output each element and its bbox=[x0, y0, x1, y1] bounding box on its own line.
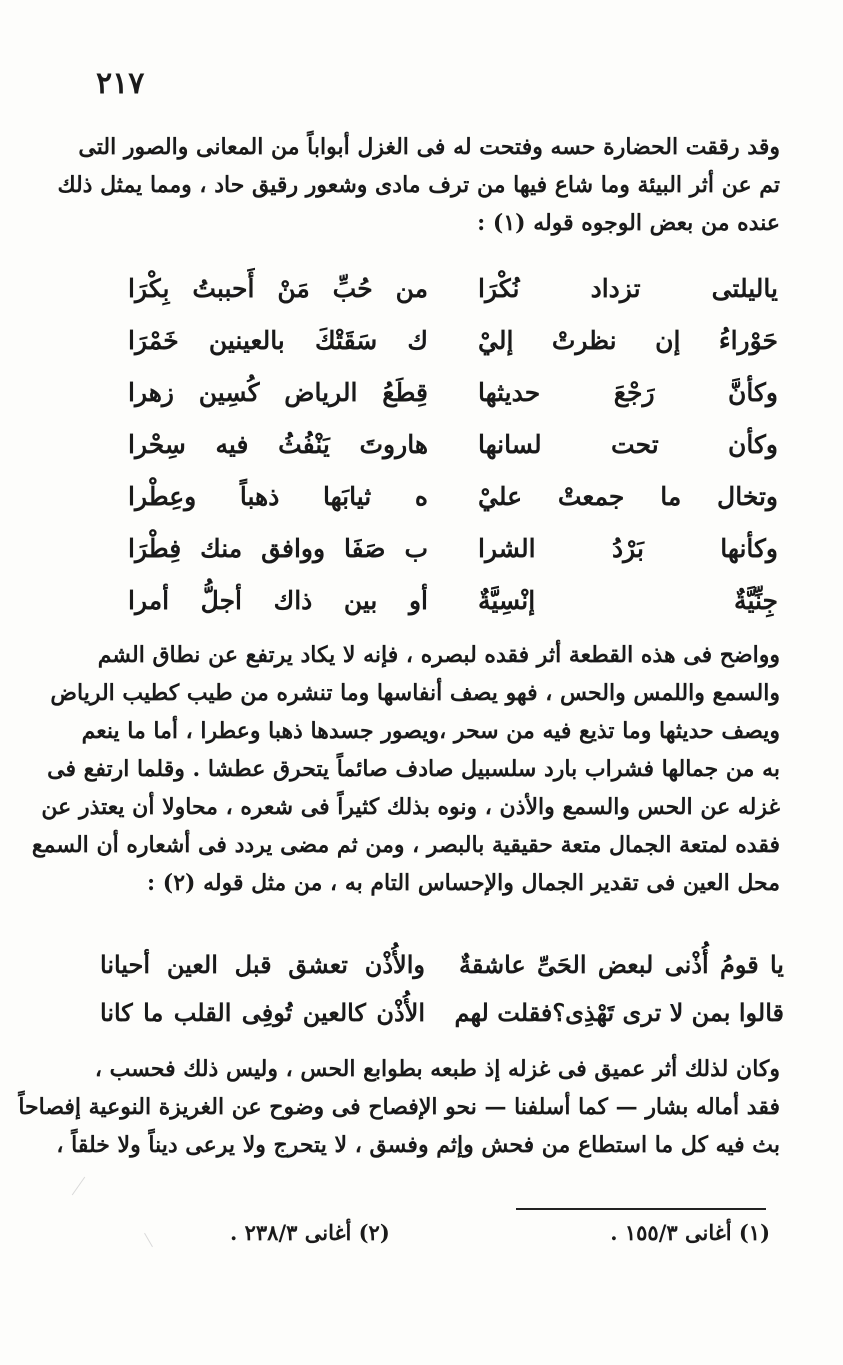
verse-second-hemistich: ك سَقَتْكَ بالعينين خَمْرَا bbox=[128, 325, 428, 355]
closing-paragraph bbox=[18, 1050, 780, 1164]
footnote-1: (١) أغانى ١٥٥/٣ . bbox=[610, 1220, 770, 1245]
text-line: عنده من بعض الوجوه قوله (١) : bbox=[477, 210, 780, 236]
text-line: والسمع واللمس والحس ، فهو يصف أنفاسها وما تنشره من طيب كطيب الرياض bbox=[50, 680, 780, 706]
verse-line bbox=[128, 262, 778, 314]
verse-second-hemistich: ب صَفَا ووافق منك فِطْرَا bbox=[128, 533, 428, 563]
verse-second-hemistich: قِطَعُ الرياض كُسِين زهرا bbox=[128, 377, 428, 407]
verse-second-hemistich: أو بين ذاك أجلُّ أمرا bbox=[128, 585, 428, 615]
text-line: به من جمالها فشراب بارد سلسبيل صادف صائماً يتحرق عطشا . وقلما ارتفع فى bbox=[47, 756, 780, 782]
text-line: وواضح فى هذه القطعة أثر فقده لبصره ، فإنه لا يكاد يرتفع عن نطاق الشم bbox=[97, 642, 780, 668]
verse-line bbox=[128, 366, 778, 418]
verse-first-hemistich: يا قومُ أُذْنى لبعض الحَىِّ عاشقةٌ bbox=[459, 949, 784, 979]
verse-line bbox=[128, 522, 778, 574]
text-line: غزله عن الحس والسمع والأذن ، ونوه بذلك كثيراً فى شعره ، محاولا أن يعتذر عن bbox=[41, 794, 780, 820]
intro-paragraph bbox=[57, 128, 780, 242]
verse-line bbox=[100, 988, 784, 1036]
verse-line bbox=[100, 940, 784, 988]
verse-first-hemistich: وكأنها بَرْدُ الشرا bbox=[478, 533, 778, 563]
verse-first-hemistich: جِنِّيَّةٌ إنْسِيَّةٌ bbox=[478, 585, 778, 615]
page-number: ٢١٧ bbox=[96, 66, 145, 101]
text-line: ويصف حديثها وما تذيع فيه من سحر ،ويصور جسدها ذهبا وعطرا ، أما ما ينعم bbox=[81, 718, 780, 744]
verse-second-hemistich: من حُبِّ مَنْ أَحببتُ بِكْرَا bbox=[128, 273, 428, 303]
verse-line bbox=[128, 470, 778, 522]
poem-first bbox=[128, 262, 778, 626]
text-line: وكان لذلك أثر عميق فى غزله إذ طبعه بطوابع الحس ، وليس ذلك فحسب ، bbox=[94, 1056, 780, 1082]
body-paragraph bbox=[31, 636, 780, 902]
text-line: فقده لمتعة الجمال متعة حقيقية بالبصر ، ومن ثم مضى يردد فى أشعاره أن السمع bbox=[31, 832, 780, 858]
verse-second-hemistich: ه ثيابَها ذهباً وعِطْرا bbox=[128, 481, 428, 511]
verse-first-hemistich: ياليلتى تزداد نُكْرَا bbox=[478, 273, 778, 303]
scan-mark bbox=[72, 1177, 85, 1196]
poem-second bbox=[100, 940, 784, 1036]
verse-first-hemistich: قالوا بمن لا ترى تَهْذِى؟فقلت لهم bbox=[454, 997, 784, 1027]
footnotes bbox=[230, 1220, 770, 1245]
verse-first-hemistich: وكأنَّ رَجْعَ حديثها bbox=[478, 377, 778, 407]
verse-second-hemistich: هاروتَ يَنْفُثُ فيه سِحْرا bbox=[128, 429, 428, 459]
verse-first-hemistich: وتخال ما جمعتْ عليْ bbox=[478, 481, 778, 511]
verse-first-hemistich: وكأن تحت لسانها bbox=[478, 429, 778, 459]
verse-first-hemistich: حَوْراءُ إن نظرتْ إليْ bbox=[478, 325, 778, 355]
text-line: وقد رققت الحضارة حسه وفتحت له فى الغزل أبواباً من المعانى والصور التى bbox=[78, 134, 780, 160]
text-line: تم عن أثر البيئة وما شاع فيها من ترف مادى وشعور رقيق حاد ، ومما يمثل ذلك bbox=[57, 172, 780, 198]
text-line: محل العين فى تقدير الجمال والإحساس التام به ، من مثل قوله (٢) : bbox=[146, 870, 780, 896]
text-line: فقد أماله بشار — كما أسلفنا — نحو الإفصاح فى وضوح عن الغريزة النوعية إفصاحاً bbox=[18, 1094, 780, 1120]
verse-second-hemistich: والأُذْن تعشق قبل العين أحيانا bbox=[100, 949, 425, 979]
footnote-separator bbox=[516, 1208, 766, 1210]
verse-line bbox=[128, 314, 778, 366]
verse-line bbox=[128, 574, 778, 626]
verse-line bbox=[128, 418, 778, 470]
scan-mark bbox=[144, 1233, 153, 1247]
verse-second-hemistich: الأُذْن كالعين تُوفِى القلب ما كانا bbox=[100, 997, 425, 1027]
footnote-2: (٢) أغانى ٢٣٨/٣ . bbox=[230, 1220, 390, 1245]
text-line: بث فيه كل ما استطاع من فحش وإثم وفسق ، لا يتحرج ولا يرعى ديناً ولا خلقاً ، bbox=[56, 1132, 780, 1158]
